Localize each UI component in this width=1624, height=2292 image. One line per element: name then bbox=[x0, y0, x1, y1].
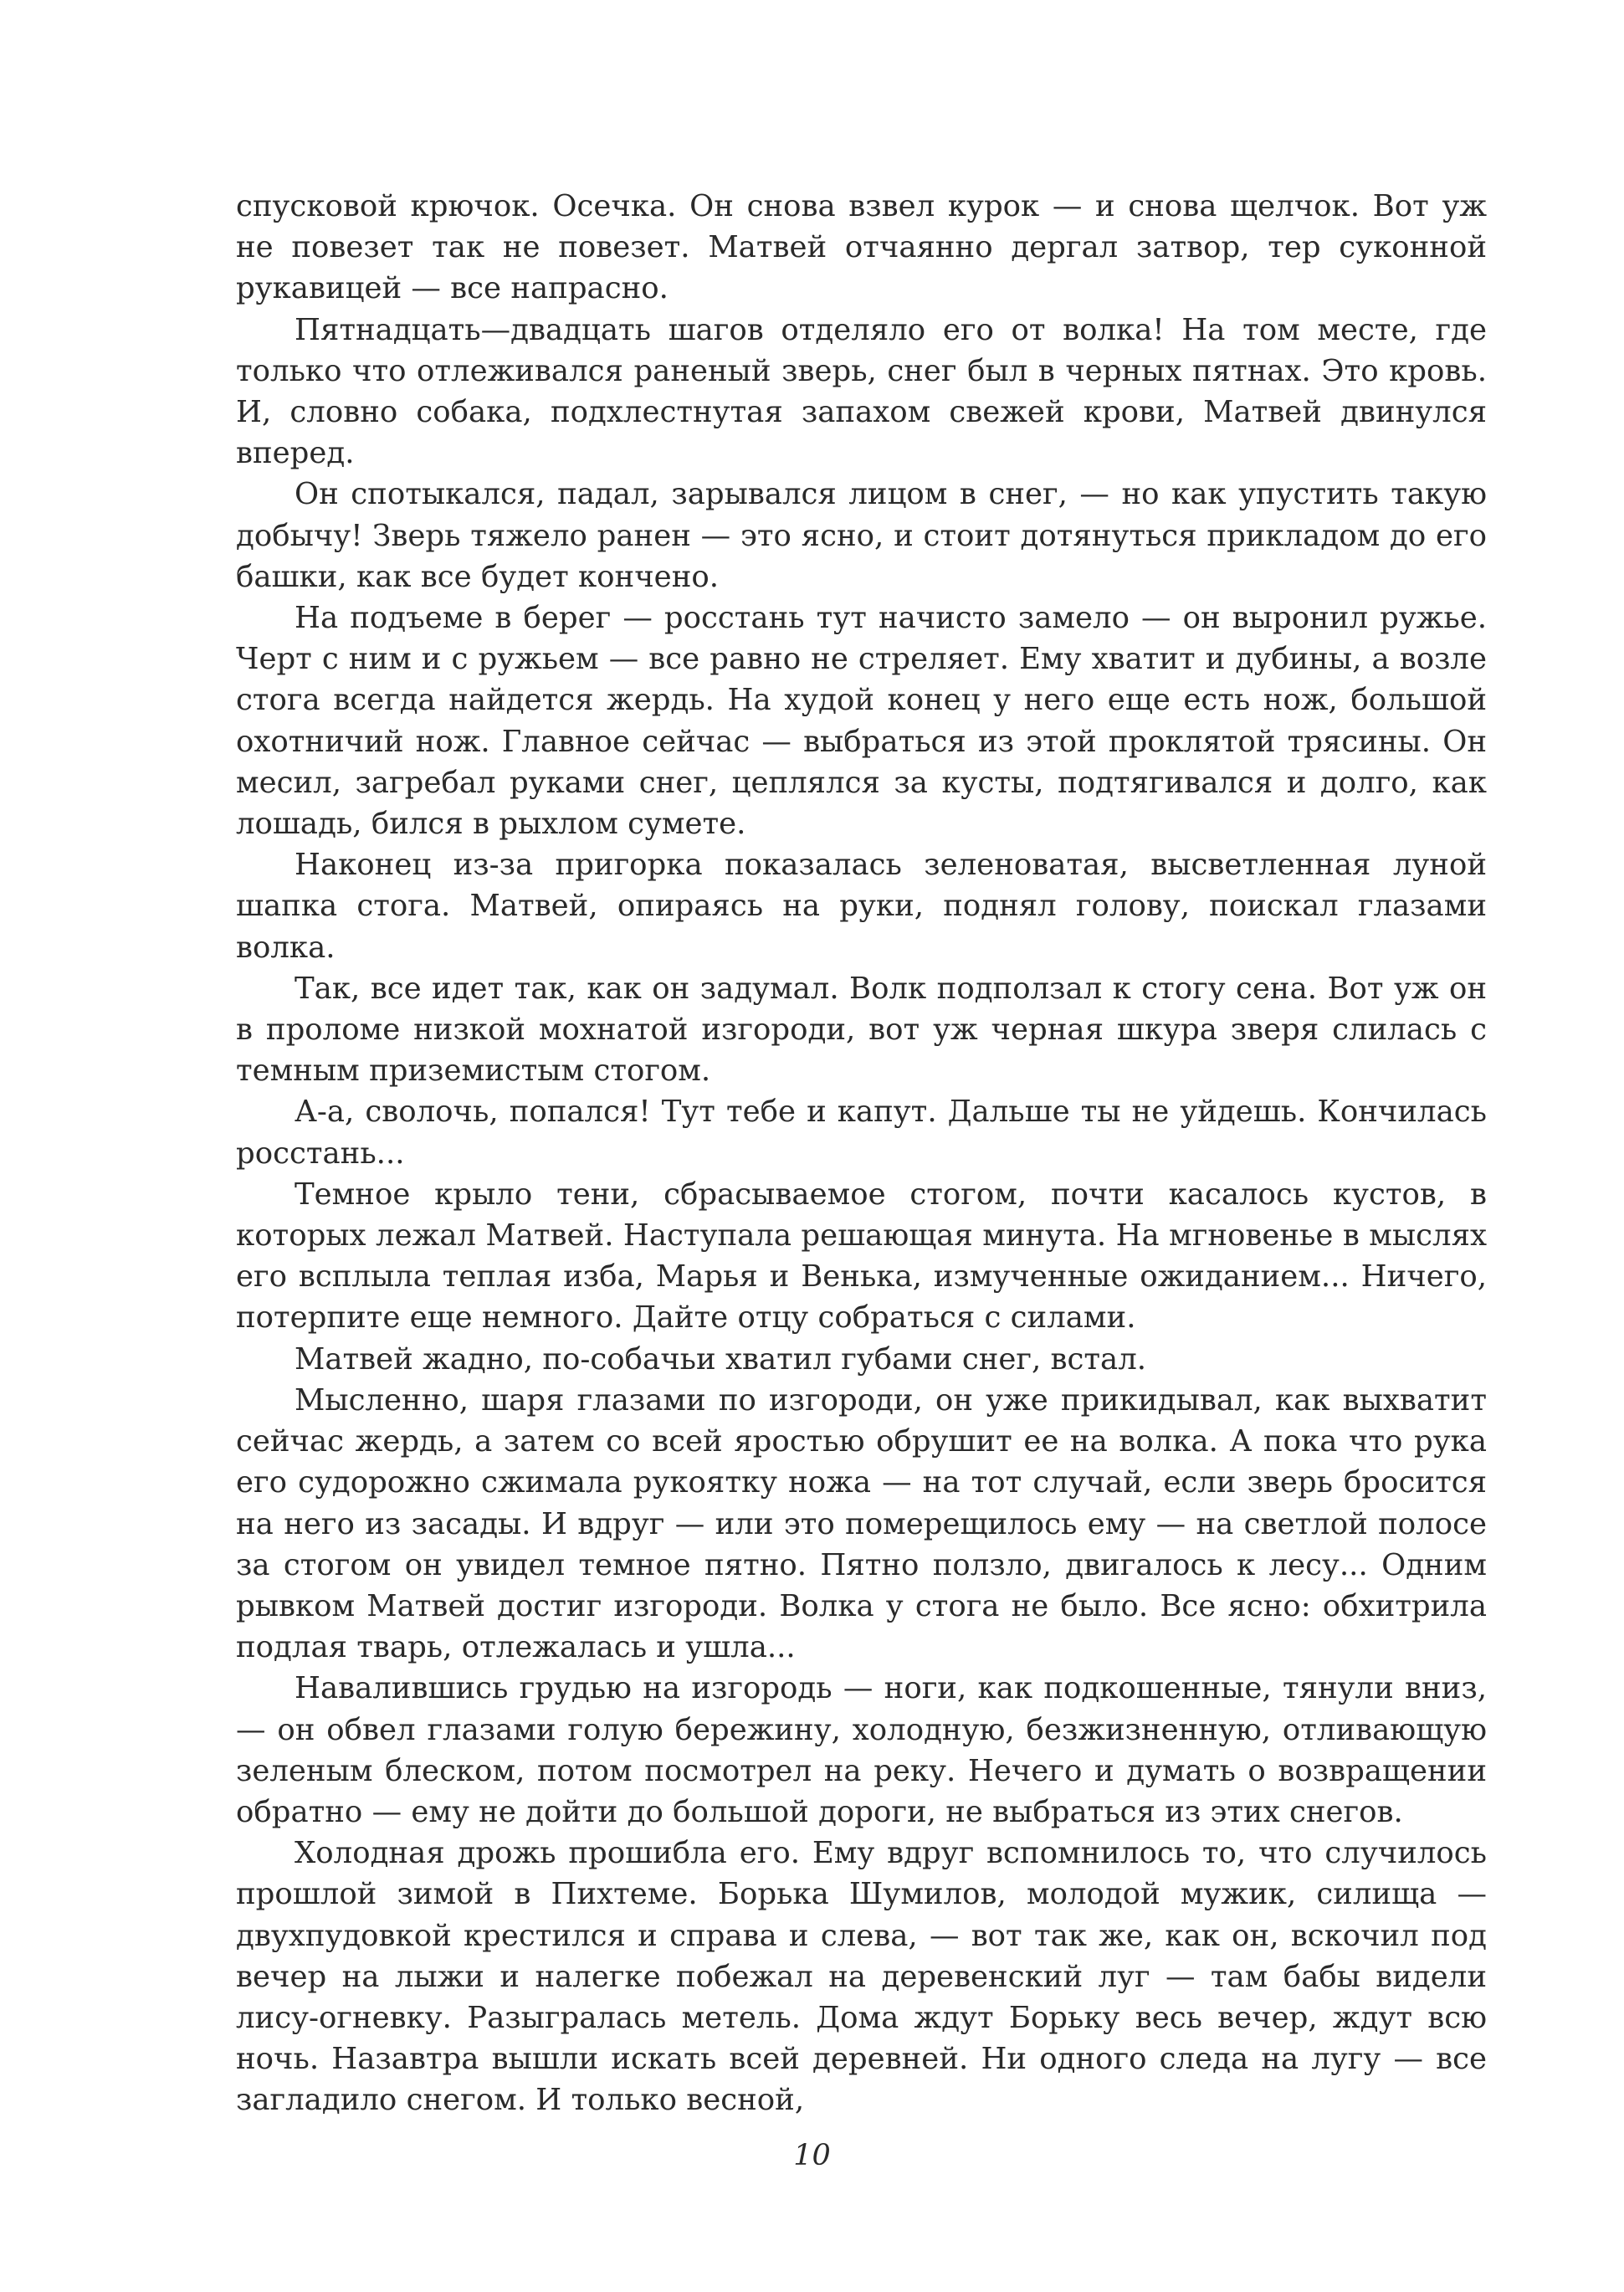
paragraph-2: Пятнадцать—двадцать шагов отделяло его от волка! На том месте, где только что отлеживался раненый зверь, снег был в черных пятнах. Это кровь. И, словно собака, подхлестнутая запахом свежей крови, Матвей двинулся вперед. bbox=[236, 312, 1487, 471]
paragraph-3: Он спотыкался, падал, зарывался лицом в снег, — но как упустить такую добычу! Зверь тяжело ранен — это ясно, и стоит дотянуться прикладом до его башки, как все будет кончено. bbox=[236, 477, 1487, 594]
paragraph-7: А-а, сволочь, попался! Тут тебе и капут. Дальше ты не уйдешь. Кончилась росстань... bbox=[236, 1095, 1487, 1171]
paragraph-1: спусковой крючок. Осечка. Он снова взвел курок — и снова щелчок. Вот уж не повезет так не повезет. Матвей отчаянно дергал затвор, тер суконной рукавицей — все напрасно. bbox=[236, 189, 1487, 306]
page-number: 10 bbox=[793, 2139, 831, 2172]
paragraph-6: Так, все идет так, как он задумал. Волк подползал к стогу сена. Вот уж он в проломе низкой мохнатой изгороди, вот уж черная шкура зверя слилась с темным приземистым стогом. bbox=[236, 971, 1487, 1089]
paragraph-10: Мысленно, шаря глазами по изгороди, он уже прикидывал, как выхватит сейчас жердь, а затем со всей яростью обрушит ее на волка. А пока что рука его судорожно сжимала рукоятку ножа — на тот случай, если зверь бросится на него из засады. И вдруг — или это померещилось ему — на светлой полосе за стогом он увидел темное пятно. Пятно ползло, двигалось к лесу... Одним рывком Матвей достиг изгороди. Волка у стога не было. Все ясно: обхитрила подлая тварь, отлежалась и ушла... bbox=[236, 1382, 1487, 1665]
paragraph-9: Матвей жадно, по-собачьи хватил губами снег, встал. bbox=[295, 1341, 1147, 1377]
paragraph-4: На подъеме в берег — росстань тут начисто замело — он выронил ружье. Черт с ним и с ружьем — все равно не стреляет. Ему хватит и дубины, а возле стога всегда найдется жердь. На худой конец у него еще есть нож, большой охотничий нож. Главное сейчас — выбраться из этой проклятой трясины. Он месил, загребал руками снег, цеплялся за кусты, подтягивался и долго, как лошадь, бился в рыхлом сумете. bbox=[236, 601, 1487, 842]
paragraph-11: Навалившись грудью на изгородь — ноги, как подкошенные, тянули вниз, — он обвел глазами голую бережину, холодную, безжизненную, отливающую зеленым блеском, потом посмотрел на реку. Нечего и думать о возвращении обратно — ему не дойти до большой дороги, не выбраться из этих снегов. bbox=[236, 1671, 1487, 1829]
paragraph-8: Темное крыло тени, сбрасываемое стогом, почти касалось кустов, в которых лежал Матвей. Наступала решающая минута. На мгновенье в мыслях его всплыла теплая изба, Марья и Венька, измученные ожиданием... Ничего, потерпите еще немного. Дайте отцу собраться с силами. bbox=[236, 1177, 1487, 1336]
body-text bbox=[236, 186, 1487, 2121]
paragraph-12: Холодная дрожь прошибла его. Ему вдруг вспомнилось то, что случилось прошлой зимой в Пихтеме. Борька Шумилов, молодой мужик, силища — двухпудовкой крестился и справа и слева, — вот так же, как он, вскочил под вечер на лыжи и налегке побежал на деревенский луг — там бабы видели лису-огневку. Разыгралась метель. Дома ждут Борьку весь вечер, ждут всю ночь. Назавтра вышли искать всей деревней. Ни одного следа на лугу — все загладило снегом. И только весной, bbox=[236, 1836, 1487, 2118]
paragraph-5: Наконец из-за пригорка показалась зеленоватая, высветленная луной шапка стога. Матвей, опираясь на руки, поднял голову, поискал глазами волка. bbox=[236, 848, 1487, 965]
